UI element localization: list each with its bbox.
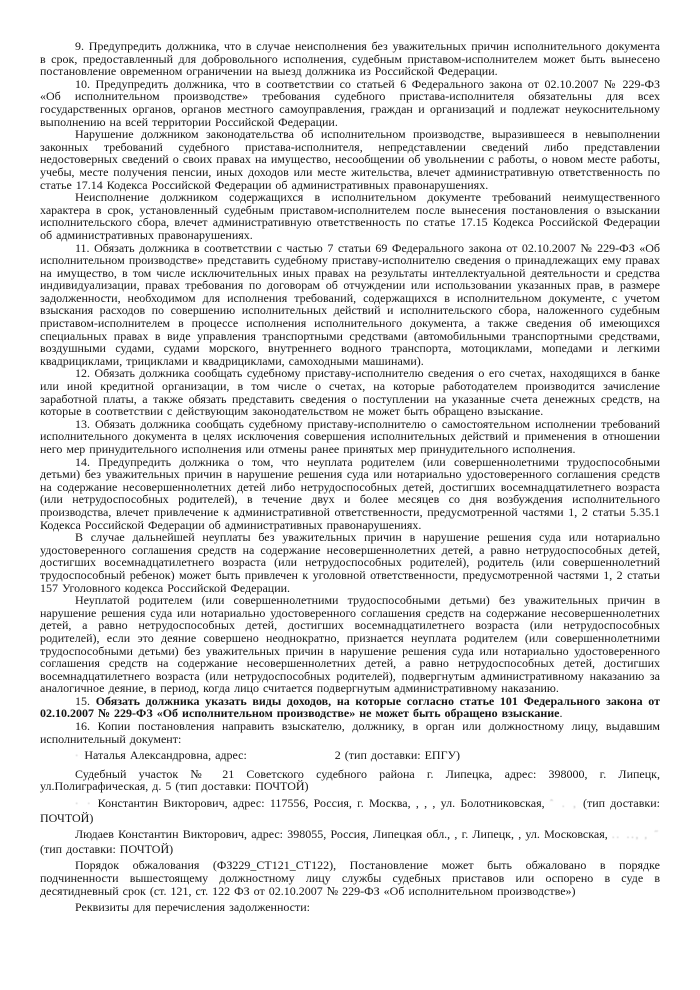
recipient-debtor-moscow-text: Константин Викторович, адрес: 117556, Россия, г. Москва, , , , ул. Болотниковская, <box>97 796 545 811</box>
redacted-text: · <box>75 751 81 763</box>
paragraph-9: 9. Предупредить должника, что в случае неисполнения без уважительных причин исполнительного документа в срок, предоставленный для добровольного исполнения, судебным приставом-исполнителем может быть вынесено постановление овременном ограничении на выезд должника из Российской Федерации. <box>40 39 660 79</box>
recipient-debtor-moscow-delivery: (тип доставки: ПОЧТОЙ) <box>40 796 661 825</box>
recipient-court: Судебный участок № 21 Советского судебного района г. Липецка, адрес: 398000, г. Липецк, ул.Полиграфическая, д. 5 (тип доставки: ПОЧТОЙ) <box>40 766 660 794</box>
paragraph-appeal-procedure: Порядок обжалования (ФЗ229_СТ121_СТ122), Постановление может быть обжаловано в порядке подчиненности вышестоящему должностному лицу службы судебных приставов или оспорено в суде в десятидневный срок (ст. 121, ст. 122 ФЗ от 02.10.2007 № 229-ФЗ «Об исполнительном производстве») <box>40 858 660 898</box>
recipient-debtor-lipetsk-text: Людаев Константин Викторович, адрес: 398055, Россия, Липецкая обл., , г. Липецк, , ул. Московская, <box>75 827 608 842</box>
redacted-text: , ˝ <box>644 830 661 842</box>
paragraph-requisites: Реквизиты для перечисления задолженности: <box>75 900 311 915</box>
paragraph-15-period: . <box>559 706 563 721</box>
recipient-debtor-lipetsk <box>40 828 660 855</box>
redacted-text: · · <box>75 799 93 811</box>
paragraph-violation-liability: Нарушение должником законодательства об исполнительном производстве, выразившееся в невыполнении законных требований судебного пристава-исполнителя, непредставлении сведений либо представлении недостоверных сведений о своих правах на имущество, несообщении об увольнении с работы, о новом месте работы, учебы, месте получения пенсии, иных доходов или месте жительства, влечет административную ответственность по статье 17.14 Кодекса Российской Федерации об административных правонарушениях. <box>40 127 660 192</box>
recipient-debtor-lipetsk-delivery: (тип доставки: ПОЧТОЙ) <box>40 841 174 856</box>
redacted-text: ˆ . , <box>549 799 578 811</box>
recipient-debtor-moscow <box>40 797 660 824</box>
paragraph-13: 13. Обязать должника сообщать судебному приставу-исполнителю о самостоятельном исполнении требований исполнительного документа в целях исключения совершения исполнительных действий и применения в отношении него мер принудительного исполнения или отмены ранее принятых мер принудительного исполнения. <box>40 416 660 456</box>
paragraph-12: 12. Обязать должника сообщать судебному приставу-исполнителю сведения о его счетах, находящихся в банке или иной кредитной организации, в том числе о счетах, на которые работодателем производится зачисление заработной платы, а также обязать представить сведения о поступлении на указанные счета денежных средств, на которые в соответствии с действующим законодательством не может быть обращено взыскание. <box>40 366 660 419</box>
paragraph-15-number: 15. <box>75 693 96 708</box>
redacted-text: .. .., <box>611 830 641 842</box>
recipient-claimant-value: 2 (тип доставки: ЕПГУ) <box>334 748 461 763</box>
paragraph-16: 16. Копии постановления направить взыскателю, должнику, в орган или должностному лицу, выдавшим исполнительный документ: <box>40 719 660 746</box>
paragraph-15 <box>40 695 660 720</box>
recipient-claimant-name: Наталья Александровна, адрес: <box>84 748 247 763</box>
paragraph-11: 11. Обязать должника в соответствии с частью 7 статьи 69 Федерального закона от 02.10.2007 № 229-ФЗ «Об исполнительном производстве» представить судебному приставу-исполнителю сведения о принадлежащих ему правах на имущество, в том числе исключительных иных правах на результаты интеллектуальной деятельности и средства индивидуализации, правах требования по договорам об отчуждении или использовании указанных прав, в размере задолженности, необходимом для исполнения требований, содержащихся в исполнительном документе, с учетом взыскания расходов по совершению исполнительных действий и исполнительского сбора, наложенного судебным приставом-исполнителем в процессе исполнения исполнительного документа, а также сведения об имеющихся специальных правах в виде управления транспортными средствами (автомобильными транспортными средствами, воздушными судами, судами морского, внутреннего водного транспорта, мотоциклами, мопедами и легкими квадрициклами, трициклами и квадрициклами, самоходными машинами). <box>40 240 660 368</box>
recipient-claimant <box>40 749 660 764</box>
paragraph-14: 14. Предупредить должника о том, что неуплата родителем (или совершеннолетними трудоспособными детьми) без уважительных причин в нарушение решения суда или нотариально удостоверенного соглашения средств на содержание несовершеннолетних детей либо нетрудоспособных детей, достигших восемнадцатилетнего возраста (или нетрудоспособных родителей), в течение двух и более месяцев со дня возбуждения исполнительного производства, влечет привлечение к административной ответственности, предусмотренной частями 1, 2 статьи 5.35.1 Кодекса Российской Федерации об административных правонарушениях. <box>40 454 660 532</box>
paragraph-15-bold-text: Обязать должника указать виды доходов, на которые согласно статье 101 Федерального закона от 02.10.2007 № 229-ФЗ «Об исполнительном производстве» не может быть обращено взыскание <box>40 693 661 721</box>
paragraph-nonpayment-definition: Неуплатой родителем (или совершеннолетними трудоспособными детьми) без уважительных причин в нарушение решения суда или нотариально удостоверенного соглашения средств на содержание несовершеннолетних детей, а равно нетрудоспособных детей, достигших восемнадцатилетнего возраста (или нетрудоспособных родителей), если это деяние совершено неоднократно, признается неуплата родителем (или совершеннолетними трудоспособными детьми) без уважительных причин в нарушение решения суда или нотариально удостоверенного соглашения средств на содержание несовершеннолетних детей, а равно нетрудоспособных детей, достигших восемнадцатилетнего возраста (или нетрудоспособных родителей), подвергнутым административному наказанию за аналогичное деяние, в период, когда лицо считается подвергнутым административному наказанию. <box>40 593 660 696</box>
paragraph-10: 10. Предупредить должника, что в соответствии со статьей 6 Федерального закона от 02.10.2007 № 229-ФЗ «Об исполнительном производстве» требования судебного пристава-исполнителя обязательны для всех государственных органов, органов местного самоуправления, граждан и организаций и подлежат неукоснительному выполнению на всей территории Российской Федерации. <box>40 76 660 129</box>
paragraph-further-nonpayment: В случае дальнейшей неуплаты без уважительных причин в нарушение решения суда или нотариально удостоверенного соглашения средств на содержание несовершеннолетних детей, а равно нетрудоспособных детей, достигших восемнадцатилетнего возраста (или нетрудоспособных родителей), родитель (или совершеннолетний трудоспособный ребенок) может быть привлечен к уголовной ответственности, предусмотренной частями 1, 2 статьи 157 Уголовного кодекса Российской Федерации. <box>40 530 660 595</box>
paragraph-nonperformance-liability: Неисполнение должником содержащихся в исполнительном документе требований неимущественного характера в срок, установленный судебным приставом-исполнителем после вынесения постановления о взыскании исполнительского сбора, влечет административную ответственность по статье 17.15 Кодекса Российской Федерации об административных правонарушениях. <box>40 190 660 242</box>
